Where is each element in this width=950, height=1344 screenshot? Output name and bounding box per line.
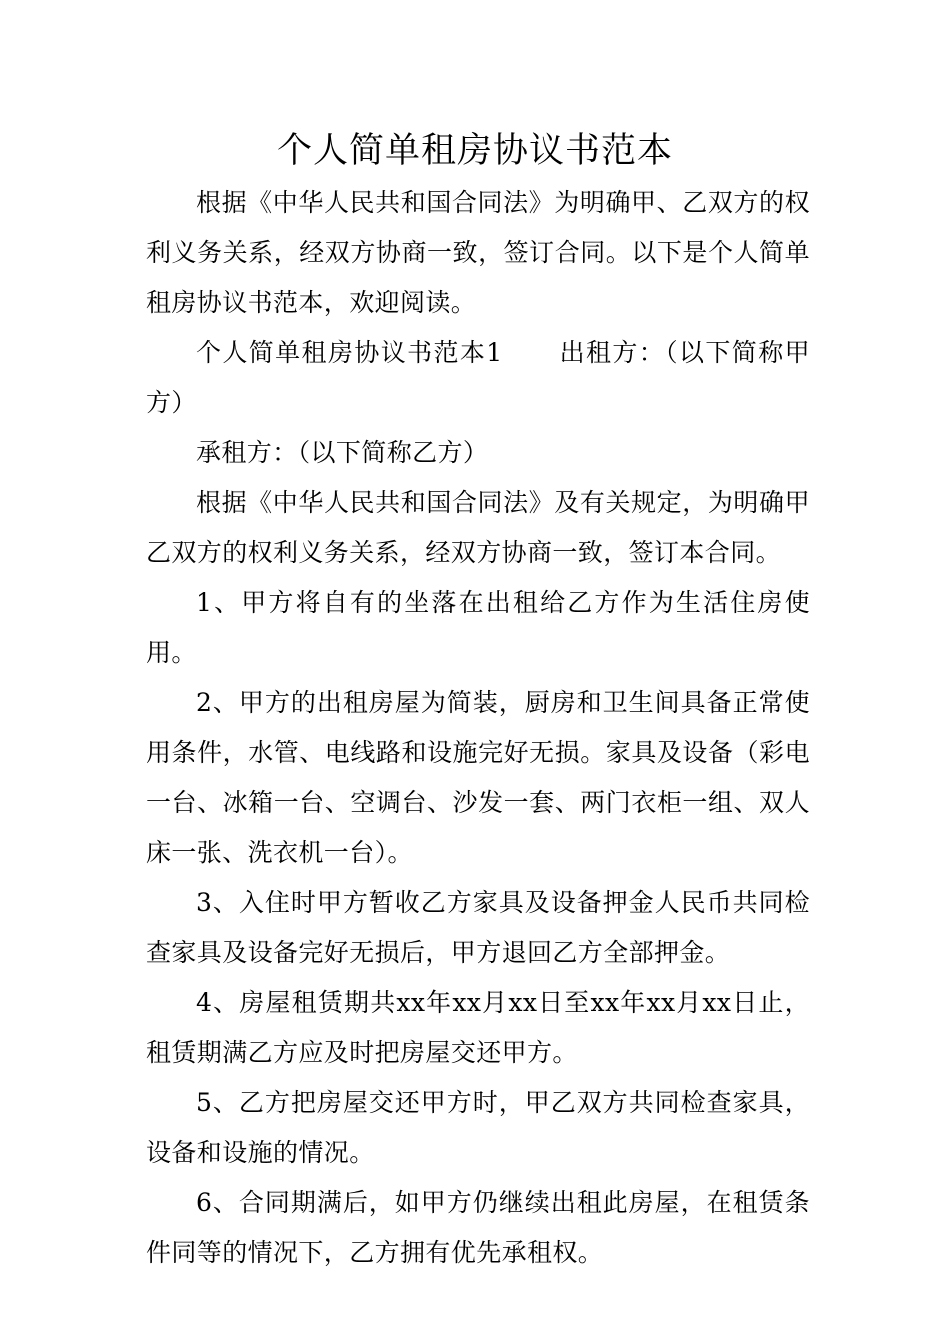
clause-2: 2、甲方的出租房屋为简装，厨房和卫生间具备正常使用条件，水管、电线路和设施完好无损。家具及设备（彩电一台、冰箱一台、空调台、沙发一套、两门衣柜一组、双人床一张、洗衣机一台）。 [146,688,810,867]
sample-heading: 个人简单租房协议书范本1 [196,338,503,367]
clause-4: 4、房屋租赁期共xx年xx月xx日至xx年xx月xx日止，租赁期满乙方应及时把房屋交还甲方。 [146,988,810,1067]
document-title: 个人简单租房协议书范本 [276,131,673,171]
document-body [146,178,810,1278]
clause-6: 6、合同期满后，如甲方仍继续出租此房屋，在租赁条件同等的情况下，乙方拥有优先承租权。 [146,1188,810,1267]
lessee-line: 承租方：（以下简称乙方） [196,438,489,467]
sample-heading-paragraph [146,328,810,428]
intro-paragraph: 根据《中华人民共和国合同法》为明确甲、乙双方的权利义务关系，经双方协商一致，签订合同。以下是个人简单租房协议书范本，欢迎阅读。 [146,188,810,317]
preamble-paragraph: 根据《中华人民共和国合同法》及有关规定，为明确甲乙双方的权利义务关系，经双方协商一致，签订本合同。 [146,488,810,567]
clause-5: 5、乙方把房屋交还甲方时，甲乙双方共同检查家具，设备和设施的情况。 [146,1088,810,1167]
clause-1: 1、甲方将自有的坐落在出租给乙方作为生活住房使用。 [146,588,810,667]
clause-3: 3、入住时甲方暂收乙方家具及设备押金人民币共同检查家具及设备完好无损后，甲方退回乙方全部押金。 [146,888,810,967]
lessor-line: 出租方：（以下简称甲方） [146,338,810,417]
